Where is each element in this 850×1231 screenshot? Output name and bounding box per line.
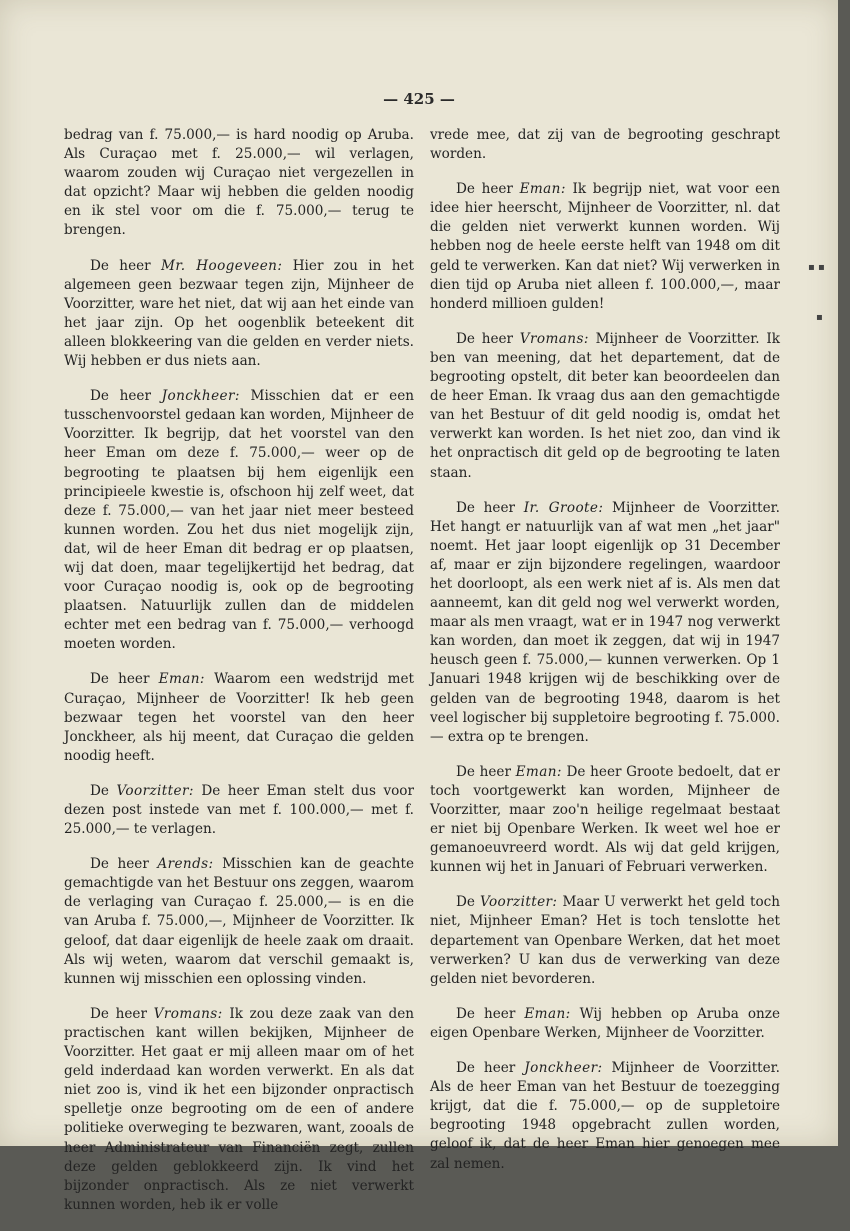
- speaker-name: Eman:: [524, 1005, 571, 1022]
- speaker-name: Eman:: [515, 763, 562, 780]
- page-number: — 425 —: [383, 90, 455, 108]
- speaker-name: Jonckheer:: [161, 388, 240, 405]
- paragraph: De Voorzitter: Maar U verwerkt het geld toch niet, Mijnheer Eman? Het is toch tenslotte het departement van Openbare Werken, dat het moet verwerken? U kan dus de verwerking van deze gelden niet bevorderen.: [430, 894, 780, 987]
- paragraph: De heer Eman: Wij hebben op Aruba onze eigen Openbare Werken, Mijnheer de Voorzitter.: [430, 1005, 780, 1041]
- speaker-name: Vromans:: [519, 330, 589, 347]
- paragraph: De heer Eman: Ik begrijp niet, wat voor een idee hier heerscht, Mijnheer de Voorzitter, nl. dat die gelden niet verwerkt kunnen worden. Wij hebben nog de heele eerste helft van 1948 om dit geld te verwerken. Kan dat niet? Wij verwerken in dien tijd op Aruba niet alleen f. 100.000,—, maar honderd millioen gulden!: [430, 181, 780, 312]
- paragraph: De heer Mr. Hoogeveen: Hier zou in het algemeen geen bezwaar tegen zijn, Mijnheer de Voorzitter, ware het niet, dat wij aan het einde van het jaar zijn. Op het oogenblik beteekent dit alleen blokkeering van die gelden en verder niets. Wij hebben er dus niets aan.: [64, 257, 415, 370]
- paragraph: De heer Jonckheer: Mijnheer de Voorzitter. Als de heer Eman van het Bestuur de toezegging krijgt, dat die f. 75.000,— op de suppletoire begrooting 1948 opgebracht zullen worden, geloof ik, dat de heer Eman hier genoegen mee zal nemen.: [430, 1060, 780, 1172]
- paragraph: De heer Ir. Groote: Mijnheer de Voorzitter. Het hangt er natuurlijk van af wat men „het jaar" noemt. Het jaar loopt eigenlijk op 31 December af, maar er zijn bijzondere regelingen, waardoor het doorloopt, als een werk niet af is. Als men dat aanneemt, kan dit geld nog wel verwerkt worden, maar als men vraagt, wat er in 1947 nog verwerkt kan worden, dan moet ik zeggen, dat wij in 1947 heusch geen f. 75.000,— kunnen verwerken. Op 1 Januari 1948 krijgen wij de beschikking over de gelden van de begrooting 1948, daarom is het veel logischer bij suppletoire begrooting f. 75.000.— extra op te brengen.: [430, 499, 781, 745]
- paragraph: vrede mee, dat zij van de begrooting geschrapt worden.: [430, 127, 780, 163]
- paragraph: De heer Eman: De heer Groote bedoelt, dat er toch voortgewerkt kan worden, Mijnheer de Voorzitter, maar zoo'n heilige regelmaat bestaat er niet bij Openbare Werken. Ik weet wel hoe er gemanoeuvreerd wordt. Als wij dat geld krijgen, kunnen wij het in Januari of Februari verwerken.: [430, 763, 780, 876]
- margin-speck: ▪: [816, 312, 823, 323]
- speaker-name: Vromans:: [153, 1005, 223, 1022]
- speaker-name: Voorzitter:: [116, 782, 194, 799]
- paragraph: De heer Vromans: Mijnheer de Voorzitter. Ik ben van meening, dat het departement, dat de begrooting opstelt, dit beter kan beoordeelen dan de heer Eman. Ik vraag dus aan den gemachtigde van het Bestuur of dit geld noodig is, omdat het verwerkt kan worden. Is het niet zoo, dan vind ik het onpractisch dit geld op de begrooting te laten staan.: [430, 330, 780, 481]
- speaker-name: Eman:: [519, 181, 566, 198]
- speaker-name: Voorzitter:: [480, 894, 558, 911]
- paragraph: bedrag van f. 75.000,— is hard noodig op Aruba. Als Curaçao met f. 25.000,— wil verlagen, waarom zouden wij Curaçao niet vergezellen in dat opzicht? Maar wij hebben die gelden noodig en ik stel voor om die f. 75.000,— terug te brengen.: [64, 127, 414, 239]
- margin-speck: ▪ ▪: [808, 262, 825, 273]
- speaker-name: Ir. Groote:: [523, 499, 604, 516]
- speaker-name: Eman:: [158, 671, 205, 688]
- paragraph: De Voorzitter: De heer Eman stelt dus voor dezen post instede van met f. 100.000,— met f. 25.000,— te verlagen.: [64, 782, 414, 838]
- paragraph: De heer Arends: Misschien kan de geachte gemachtigde van het Bestuur ons zeggen, waarom de verlaging van Curaçao f. 25.000,— is en die van Aruba f. 75.000,—, Mijnheer de Voorzitter. Ik geloof, dat daar eigenlijk de heele zaak om draait. Als wij weten, waarom dat verschil gemaakt is, kunnen wij misschien een oplossing vinden.: [64, 856, 414, 987]
- paragraph: De heer Eman: Waarom een wedstrijd met Curaçao, Mijnheer de Voorzitter! Ik heb geen bezwaar tegen het voorstel van den heer Jonckheer, als hij meent, dat Curaçao die gelden noodig heeft.: [64, 671, 414, 764]
- speaker-name: Jonckheer:: [524, 1060, 603, 1077]
- left-column: [64, 126, 414, 1231]
- speaker-name: Mr. Hoogeveen:: [161, 257, 283, 274]
- right-column: [430, 126, 780, 1190]
- paragraph: De heer Jonckheer: Misschien dat er een tusschenvoorstel gedaan kan worden, Mijnheer de Voorzitter. Ik begrijp, dat het voorstel van den heer Eman om deze f. 75.000,— weer op de begrooting te plaatsen bij hem eigenlijk een principieele kwestie is, ofschoon hij zelf weet, dat deze f. 75.000,— van het jaar niet meer besteed kunnen worden. Zou het dus niet mogelijk zijn, dat, wil de heer Eman dit bedrag er op plaatsen, wij dat doen, maar tegelijkertijd het bedrag, dat voor Curaçao noodig is, ook op de begrooting plaatsen. Natuurlijk zullen dan de middelen echter met een bedrag van f. 75.000,— verhoogd moeten worden.: [64, 388, 414, 653]
- speaker-name: Arends:: [157, 856, 214, 873]
- paragraph: De heer Vromans: Ik zou deze zaak van den practischen kant willen bekijken, Mijnheer de Voorzitter. Het gaat er mij alleen maar om of het geld inderdaad kan worden verwerkt. En als dat niet zoo is, vind ik het een bijzonder onpractisch spelletje onze begrooting om de een of andere politieke overweging te bezwaren, want, zooals de heer Administrateur van Financiën zegt, zullen deze gelden geblokkeerd zijn. Ik vind het bijzonder onpractisch. Als ze niet verwerkt kunnen worden, heb ik er volle: [64, 1005, 414, 1213]
